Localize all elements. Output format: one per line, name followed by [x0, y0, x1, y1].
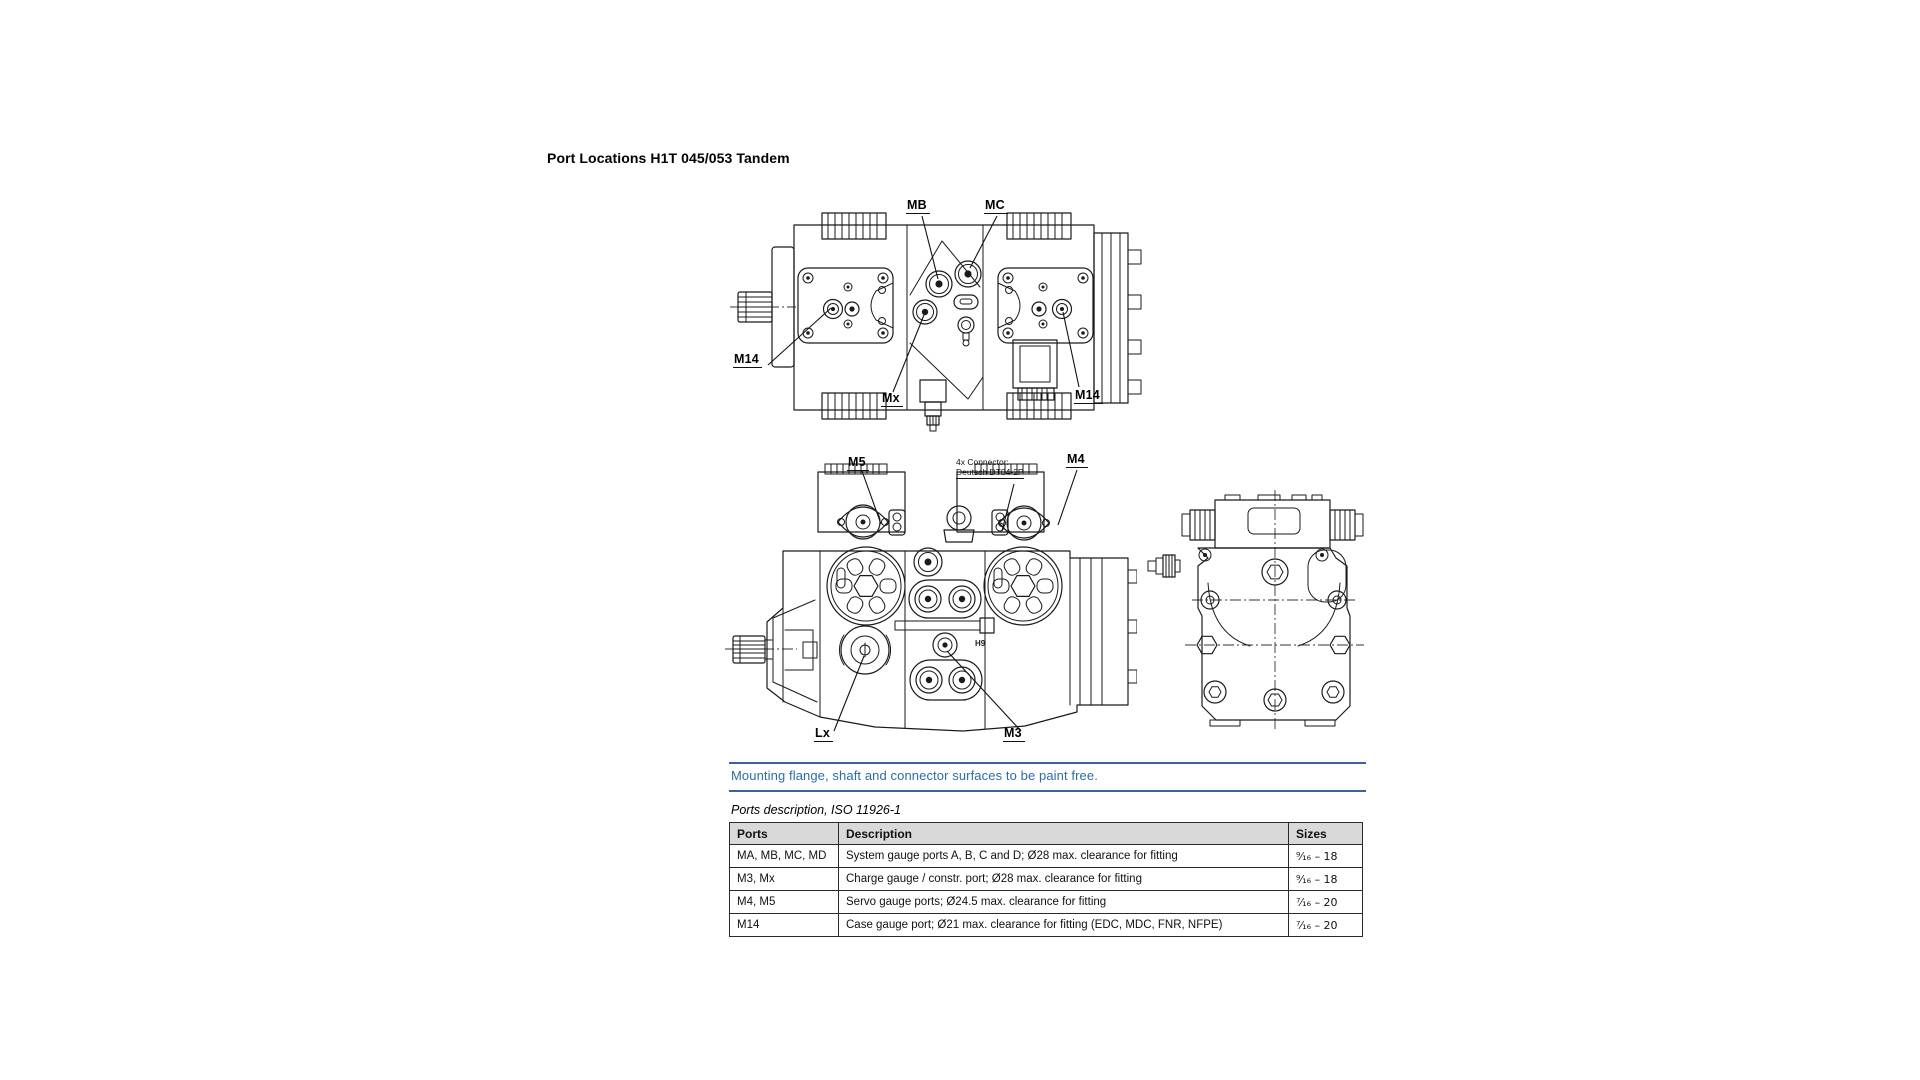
label-port-mc: MC: [984, 198, 1008, 214]
connector-note: [956, 457, 1024, 479]
label-port-m3: M3: [1003, 726, 1025, 742]
left-edc-assembly: [818, 464, 905, 539]
charge-relief-valve: [954, 295, 978, 346]
charge-port-upper: [914, 548, 942, 576]
table-row: [730, 914, 1363, 937]
port-mb: [926, 271, 952, 297]
left-flange-face: [827, 547, 905, 625]
header-description: Description: [839, 823, 1289, 845]
leader-mx: [893, 315, 924, 392]
port-m3: [933, 633, 957, 657]
cell-size: ⁹⁄₁₆ – 18: [1289, 845, 1363, 868]
label-port-lx: Lx: [814, 726, 833, 742]
control-block: [1182, 495, 1363, 548]
input-shaft-splines: [738, 292, 772, 322]
cell-description: Charge gauge / constr. port; Ø28 max. clearance for fitting: [839, 868, 1289, 891]
ports-table: [729, 822, 1363, 937]
cell-ports: MA, MB, MC, MD: [730, 845, 839, 868]
port-m14-left: [824, 300, 860, 319]
label-port-m14-left: M14: [733, 352, 762, 368]
table-row: [730, 891, 1363, 914]
header-ports: Ports: [730, 823, 839, 845]
lower-bolts: [1204, 681, 1344, 703]
cell-ports: M3, Mx: [730, 868, 839, 891]
system-ports-lower-pair: [910, 660, 982, 700]
paint-free-note: Mounting flange, shaft and connector surfaces to be paint free.: [731, 768, 1098, 783]
side-fitting: [1148, 555, 1180, 577]
port-mx: [913, 300, 937, 324]
table-caption: Ports description, ISO 11926-1: [731, 803, 901, 817]
bottom-valve-stack: [920, 380, 946, 431]
port-m14-right: [1032, 300, 1072, 319]
label-port-m4: M4: [1066, 452, 1088, 468]
connector-note-line2: Deutsch DT04-2P: [956, 467, 1024, 477]
label-port-m5: M5: [847, 455, 869, 471]
header-sizes: Sizes: [1289, 823, 1363, 845]
casting-mark-h9: H9: [975, 639, 986, 648]
cell-size: ⁹⁄₁₆ – 18: [1289, 868, 1363, 891]
lifting-eye: [944, 506, 974, 542]
side-view-drawing: [1140, 488, 1370, 733]
note-rule-bottom: [729, 790, 1366, 792]
cell-description: System gauge ports A, B, C and D; Ø28 max. clearance for fitting: [839, 845, 1289, 868]
label-port-m14-right: M14: [1074, 388, 1103, 404]
table-row: [730, 845, 1363, 868]
leader-m14-right: [1063, 312, 1079, 387]
end-flange-body: [1198, 548, 1350, 726]
solenoid-block: [1013, 340, 1057, 400]
leader-m3: [947, 651, 1021, 731]
label-port-mx: Mx: [881, 391, 903, 407]
cell-size: ⁷⁄₁₆ – 20: [1289, 891, 1363, 914]
leader-m4: [1058, 470, 1077, 525]
rear-end-cap: [1080, 558, 1137, 705]
cell-ports: M14: [730, 914, 839, 937]
cell-size: ⁷⁄₁₆ – 20: [1289, 914, 1363, 937]
note-rule-top: [729, 762, 1366, 764]
through-bolt: [895, 618, 994, 633]
label-port-mb: MB: [906, 198, 930, 214]
leader-m14-left: [768, 308, 831, 365]
cell-ports: M4, M5: [730, 891, 839, 914]
table-header-row: [730, 823, 1363, 845]
port-lx-flange: [839, 626, 890, 674]
cell-description: Case gauge port; Ø21 max. clearance for fitting (EDC, MDC, FNR, NFPE): [839, 914, 1289, 937]
cell-description: Servo gauge ports; Ø24.5 max. clearance for fitting: [839, 891, 1289, 914]
housing-outline: [767, 551, 1128, 731]
table-row: [730, 868, 1363, 891]
right-flange-face: [984, 547, 1062, 625]
leader-m5: [862, 471, 881, 524]
front-view-drawing: [725, 450, 1137, 750]
port-mc: [955, 261, 981, 287]
connector-note-line1: 4x Connector:: [956, 457, 1009, 467]
rear-end-cap: [1094, 233, 1141, 403]
page-title: Port Locations H1T 045/053 Tandem: [547, 150, 790, 166]
system-ports-upper-pair: [909, 580, 981, 618]
bell-housing: [773, 600, 817, 702]
